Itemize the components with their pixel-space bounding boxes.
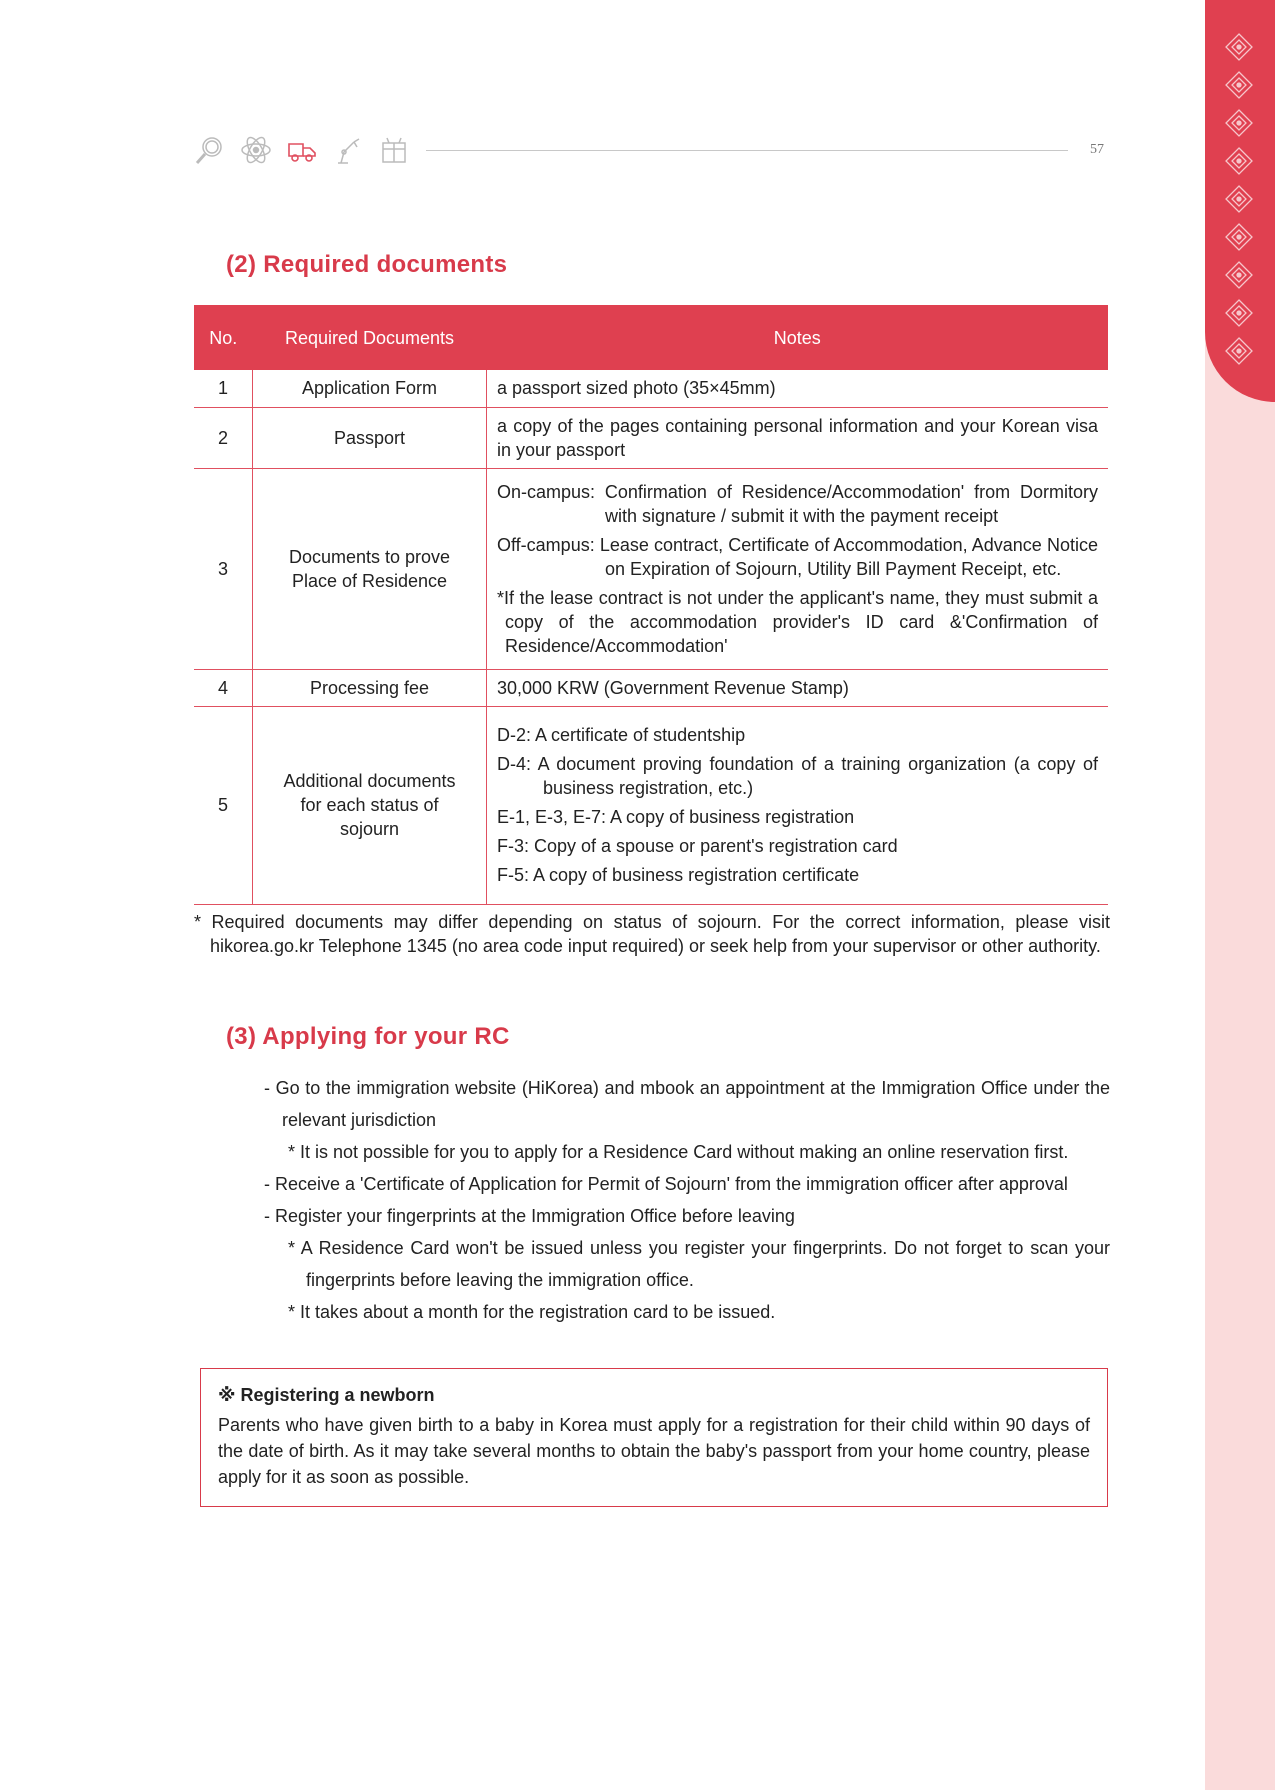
note-text: 30,000 KRW (Government Revenue Stamp) — [497, 677, 849, 698]
diamond-ornament-icon — [1224, 336, 1254, 366]
step-item: - Register your fingerprints at the Immigration Office before leaving — [264, 1206, 795, 1226]
note-f3: F-3: Copy of a spouse or parent's registration card — [497, 836, 898, 856]
table-row — [194, 370, 1108, 407]
table-header-row — [194, 305, 1108, 370]
row-document: Additional documents for each status of sojourn — [253, 706, 487, 904]
diamond-ornament-icon — [1224, 298, 1254, 328]
header-icon-row — [194, 134, 410, 166]
note-text: a copy of the pages containing personal information and your Korean visa in your passport — [497, 415, 1098, 460]
table-row — [194, 669, 1108, 706]
note-e-visas: E-1, E-3, E-7: A copy of business registration — [497, 807, 855, 827]
row-notes — [487, 669, 1109, 706]
diamond-ornament-icon — [1224, 260, 1254, 290]
note-off-campus: Off-campus: Lease contract, Certificate of Accommodation, Advance Notice on Expiration of Sojourn, Utility Bill Payment Receipt, etc. — [497, 534, 1098, 579]
row-document: Application Form — [253, 370, 487, 407]
row-number: 1 — [194, 370, 253, 407]
side-decor-tab — [1205, 0, 1275, 402]
row-document: Passport — [253, 407, 487, 468]
note-d2: D-2: A certificate of studentship — [497, 725, 746, 745]
row-number: 4 — [194, 669, 253, 706]
header-no: No. — [194, 305, 253, 370]
note-d4: D-4: A document proving foundation of a training organization (a copy of business registration, etc.) — [497, 754, 1098, 798]
row-number: 5 — [194, 706, 253, 904]
header-required-documents: Required Documents — [253, 305, 487, 370]
row-notes — [487, 706, 1109, 904]
diamond-ornament-icon — [1224, 32, 1254, 62]
table-row — [194, 468, 1108, 669]
applying-steps — [264, 1072, 1110, 1328]
row-number: 3 — [194, 468, 253, 669]
row-number: 2 — [194, 407, 253, 468]
step-item: - Go to the immigration website (HiKorea) and mbook an appointment at the Immigration Office under the relevant jurisdiction — [264, 1078, 1110, 1130]
step-note: * It takes about a month for the registration card to be issued. — [288, 1302, 776, 1322]
table-row — [194, 706, 1108, 904]
diamond-ornament-icon — [1224, 70, 1254, 100]
step-item: - Receive a 'Certificate of Application for Permit of Sojourn' from the immigration officer after approval — [264, 1174, 1068, 1194]
section-title-applying-rc: (3) Applying for your RC — [226, 1023, 510, 1050]
required-documents-table — [194, 305, 1108, 905]
page-number: 57 — [1090, 142, 1104, 157]
newborn-info-box — [200, 1368, 1108, 1507]
diamond-ornament-icon — [1224, 184, 1254, 214]
note-f5: F-5: A copy of business registration certificate — [497, 865, 860, 885]
row-document: Processing fee — [253, 669, 487, 706]
note-on-campus: On-campus: Confirmation of Residence/Accommodation' from Dormitory with signature / submit it with the payment receipt — [497, 481, 1098, 526]
truck-icon — [286, 134, 318, 166]
box-icon — [378, 134, 410, 166]
step-note: * A Residence Card won't be issued unless you register your fingerprints. Do not forget to scan your fingerprints before leaving the immigration office. — [288, 1238, 1110, 1290]
row-notes — [487, 370, 1109, 407]
header-rule — [426, 150, 1068, 151]
newborn-text: Parents who have given birth to a baby in Korea must apply for a registration for their child within 90 days of the date of birth. As it may take several months to obtain the baby's passport from your home country, please apply for it as soon as possible. — [218, 1415, 1090, 1487]
diamond-ornament-icon — [1224, 222, 1254, 252]
newborn-title: ※ Registering a newborn — [218, 1385, 435, 1405]
magnifier-icon — [194, 134, 226, 166]
atom-icon — [240, 134, 272, 166]
section-title-required-documents: (2) Required documents — [226, 251, 508, 278]
header-notes: Notes — [487, 305, 1109, 370]
table-row — [194, 407, 1108, 468]
diamond-ornament-icon — [1224, 146, 1254, 176]
row-document: Documents to prove Place of Residence — [253, 468, 487, 669]
documents-footnote: * Required documents may differ depending on status of sojourn. For the correct information, please visit hikorea.go.kr Telephone 1345 (no area code input required) or seek help from your supervisor or other authority. — [194, 912, 1110, 956]
diamond-ornament-icon — [1224, 108, 1254, 138]
note-text: a passport sized photo (35×45mm) — [497, 378, 776, 399]
note-lease-contract: *If the lease contract is not under the applicant's name, they must submit a copy of the accommodation provider's ID card &'Confirmation of Residence/Accommodation' — [497, 587, 1098, 656]
row-notes — [487, 468, 1109, 669]
step-note: * It is not possible for you to apply for a Residence Card without making an online reservation first. — [288, 1142, 1069, 1162]
row-notes — [487, 407, 1109, 468]
robot-arm-icon — [332, 134, 364, 166]
